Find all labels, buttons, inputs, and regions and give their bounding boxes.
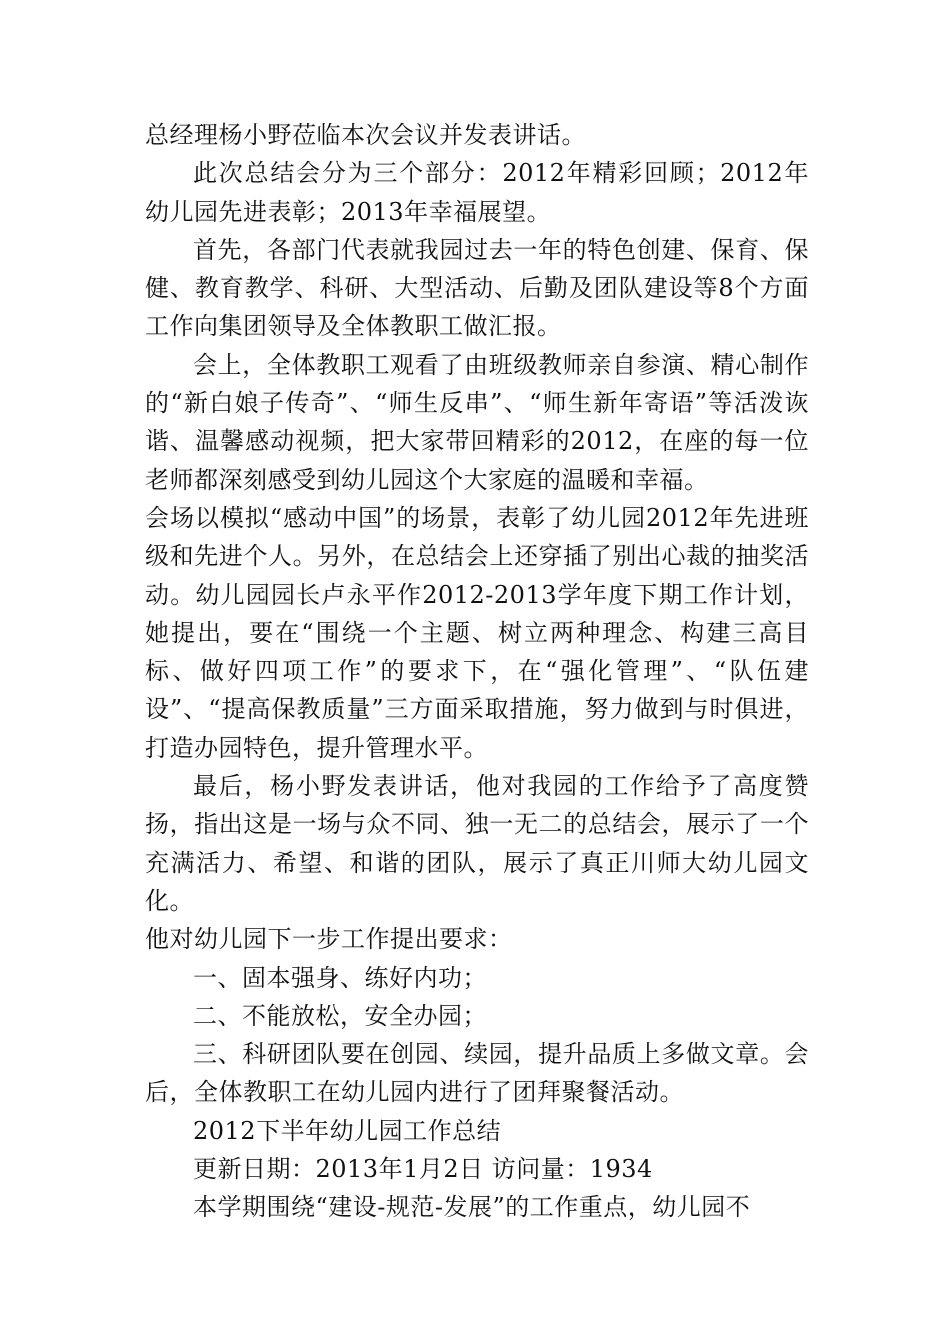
paragraph-requirements-intro: 他对幼儿园下一步工作提出要求： <box>145 925 513 954</box>
list-item-requirement-1: 一、固本强身、练好内功； <box>193 963 487 992</box>
list-item-requirement-3: 三、科研团队要在创园、续园，提升品质上多做文章。会后，全体教职工在幼儿园内进行了团拜聚餐活动。 <box>145 1040 809 1107</box>
update-info: 更新日期：2013年1月2日 访问量：1934 <box>193 1155 653 1184</box>
document-body <box>145 116 809 1227</box>
paragraph-department-reports: 首先，各部门代表就我园过去一年的特色创建、保育、保健、教育教学、科研、大型活动、后勤及团队建设等8个方面工作向集团领导及全体教职工做汇报。 <box>145 235 809 341</box>
list-item-requirement-2: 二、不能放松，安全办园； <box>193 1001 487 1030</box>
paragraph-three-parts: 此次总结会分为三个部分：2012年精彩回顾；2012年幼儿园先进表彰；2013年幸福展望。 <box>145 159 809 226</box>
paragraph-semester-intro: 本学期围绕“建设-规范-发展”的工作重点，幼儿园不 <box>193 1193 751 1222</box>
section-title: 2012下半年幼儿园工作总结 <box>193 1116 502 1145</box>
paragraph-final-speech: 最后，杨小野发表讲话，他对我园的工作给予了高度赞扬，指出这是一场与众不同、独一无二的总结会，展示了一个充满活力、希望、和谐的团队，展示了真正川师大幼儿园文化。 <box>145 772 809 915</box>
paragraph-speech-intro: 总经理杨小野莅临本次会议并发表讲话。 <box>145 121 586 149</box>
paragraph-video-review: 会上，全体教职工观看了由班级教师亲自参演、精心制作的“新白娘子传奇”、“师生反串”、“师生新年寄语”等活泼诙谐、温馨感动视频，把大家带回精彩的2012，在座的每一位老师都深刻感受到幼儿园这个大家庭的温暖和幸福。 <box>145 350 809 494</box>
paragraph-awards-and-plan: 会场以模拟“感动中国”的场景，表彰了幼儿园2012年先进班级和先进个人。另外，在总结会上还穿插了别出心裁的抽奖活动。幼儿园园长卢永平作2012-2013学年度下期工作计划，她提出，要在“围绕一个主题、树立两种理念、构建三高目标、做好四项工作”的要求下，在“强化管理”、“队伍建设”、“提高保教质量”三方面采取措施，努力做到与时俱进，打造办园特色，提升管理水平。 <box>145 503 809 762</box>
